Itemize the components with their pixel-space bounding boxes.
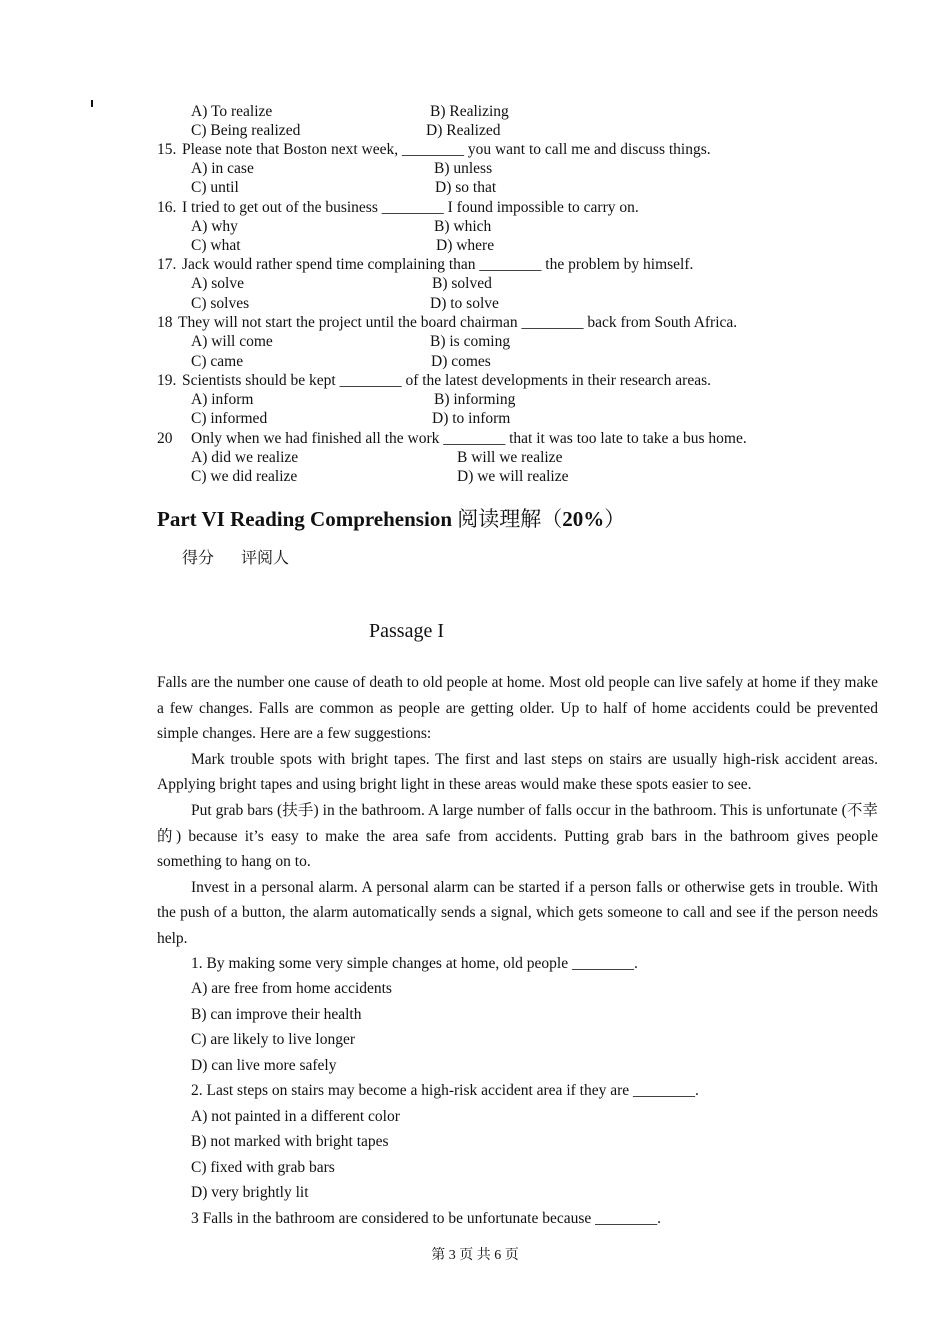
q19-option-d: D) to inform bbox=[432, 410, 511, 427]
q15-option-c: C) until bbox=[191, 179, 239, 196]
rq1-option-d: D) can live more safely bbox=[191, 1057, 337, 1074]
rq2-option-b: B) not marked with bright tapes bbox=[191, 1133, 389, 1150]
q15-number: 15. bbox=[157, 141, 177, 158]
section-title-percent: 20% bbox=[562, 507, 605, 531]
rq2-option-c: C) fixed with grab bars bbox=[191, 1159, 335, 1176]
q20-option-b: B will we realize bbox=[457, 449, 563, 466]
passage-paragraph: Invest in a personal alarm. A personal alarm can be started if a person falls or otherwise gets in trouble. With the push of a button, the alarm automatically sends a signal, which gets someone to call and see if the person needs help. bbox=[157, 878, 878, 947]
score-label: 得分 bbox=[182, 550, 215, 567]
q19-option-a: A) inform bbox=[191, 391, 254, 408]
passage-title: Passage I bbox=[369, 620, 444, 642]
q18-option-d: D) comes bbox=[431, 353, 491, 370]
q20-option-d: D) we will realize bbox=[457, 468, 569, 485]
q14-option-d: D) Realized bbox=[426, 122, 501, 139]
q16-option-a: A) why bbox=[191, 218, 238, 235]
q18-number: 18 bbox=[157, 314, 173, 331]
section-title bbox=[157, 503, 625, 533]
q17-stem: Jack would rather spend time complaining than ________ the problem by himself. bbox=[182, 256, 694, 273]
q15-option-b: B) unless bbox=[434, 160, 493, 177]
q16-option-b: B) which bbox=[434, 218, 492, 235]
rq1-option-c: C) are likely to live longer bbox=[191, 1031, 355, 1048]
rq1-stem: 1. By making some very simple changes at home, old people ________. bbox=[191, 955, 638, 972]
rq1-option-b: B) can improve their health bbox=[191, 1006, 362, 1023]
q15-option-d: D) so that bbox=[435, 179, 497, 196]
rq3-stem: 3 Falls in the bathroom are considered to be unfortunate because ________. bbox=[191, 1210, 662, 1227]
q17-option-c: C) solves bbox=[191, 295, 250, 312]
q20-number: 20 bbox=[157, 430, 173, 447]
section-title-en: Part VI Reading Comprehension bbox=[157, 507, 452, 531]
q18-option-a: A) will come bbox=[191, 333, 273, 350]
q16-option-c: C) what bbox=[191, 237, 241, 254]
page-footer: 第 3 页 共 6 页 bbox=[431, 1248, 519, 1263]
q19-stem: Scientists should be kept ________ of the latest developments in their research areas. bbox=[182, 372, 712, 389]
q14-option-b: B) Realizing bbox=[430, 103, 509, 120]
q15-option-a: A) in case bbox=[191, 160, 254, 177]
q18-stem: They will not start the project until the board chairman ________ back from South Africa. bbox=[178, 314, 738, 331]
q16-stem: I tried to get out of the business ________ I found impossible to carry on. bbox=[182, 199, 639, 216]
rq1-option-a: A) are free from home accidents bbox=[191, 980, 392, 997]
q20-option-c: C) we did realize bbox=[191, 468, 298, 485]
q19-option-c: C) informed bbox=[191, 410, 268, 427]
passage-text bbox=[157, 670, 878, 952]
passage-paragraph: Put grab bars (扶手) in the bathroom. A large number of falls occur in the bathroom. This is unfortunate (不幸的) because it’s easy to make the area safe from accidents. Putting grab bars in the bathroom gives people something to hang on to. bbox=[157, 801, 878, 871]
rq2-option-a: A) not painted in a different color bbox=[191, 1108, 400, 1125]
q20-option-a: A) did we realize bbox=[191, 449, 299, 466]
q20-stem: Only when we had finished all the work ________ that it was too late to take a bus home. bbox=[191, 430, 747, 447]
q17-option-d: D) to solve bbox=[430, 295, 499, 312]
grader-label: 评阅人 bbox=[241, 550, 290, 567]
section-title-cn: 阅读理解（ bbox=[457, 507, 563, 531]
q18-option-c: C) came bbox=[191, 353, 244, 370]
q16-number: 16. bbox=[157, 199, 177, 216]
q17-number: 17. bbox=[157, 256, 177, 273]
q14-option-c: C) Being realized bbox=[191, 122, 301, 139]
q17-option-b: B) solved bbox=[432, 275, 492, 292]
q18-option-b: B) is coming bbox=[430, 333, 511, 350]
passage-paragraph: Mark trouble spots with bright tapes. The first and last steps on stairs are usually high-risk accident areas. Applying bright tapes and using bright light in these areas would make these spots easier to see. bbox=[157, 750, 878, 794]
passage-paragraph: Falls are the number one cause of death to old people at home. Most old people can live safely at home if they make a few changes. Falls are common as people are getting older. Up to half of home accidents could be prevented simple changes. Here are a few suggestions: bbox=[157, 674, 878, 743]
q15-stem: Please note that Boston next week, ________ you want to call me and discuss things. bbox=[182, 141, 711, 158]
q19-number: 19. bbox=[157, 372, 177, 389]
rq2-stem: 2. Last steps on stairs may become a high-risk accident area if they are ________. bbox=[191, 1082, 699, 1099]
q14-option-a: A) To realize bbox=[191, 103, 273, 120]
margin-mark bbox=[91, 100, 93, 107]
section-title-close: ） bbox=[604, 507, 626, 531]
rq2-option-d: D) very brightly lit bbox=[191, 1184, 309, 1201]
q19-option-b: B) informing bbox=[434, 391, 516, 408]
q16-option-d: D) where bbox=[436, 237, 495, 254]
q17-option-a: A) solve bbox=[191, 275, 244, 292]
